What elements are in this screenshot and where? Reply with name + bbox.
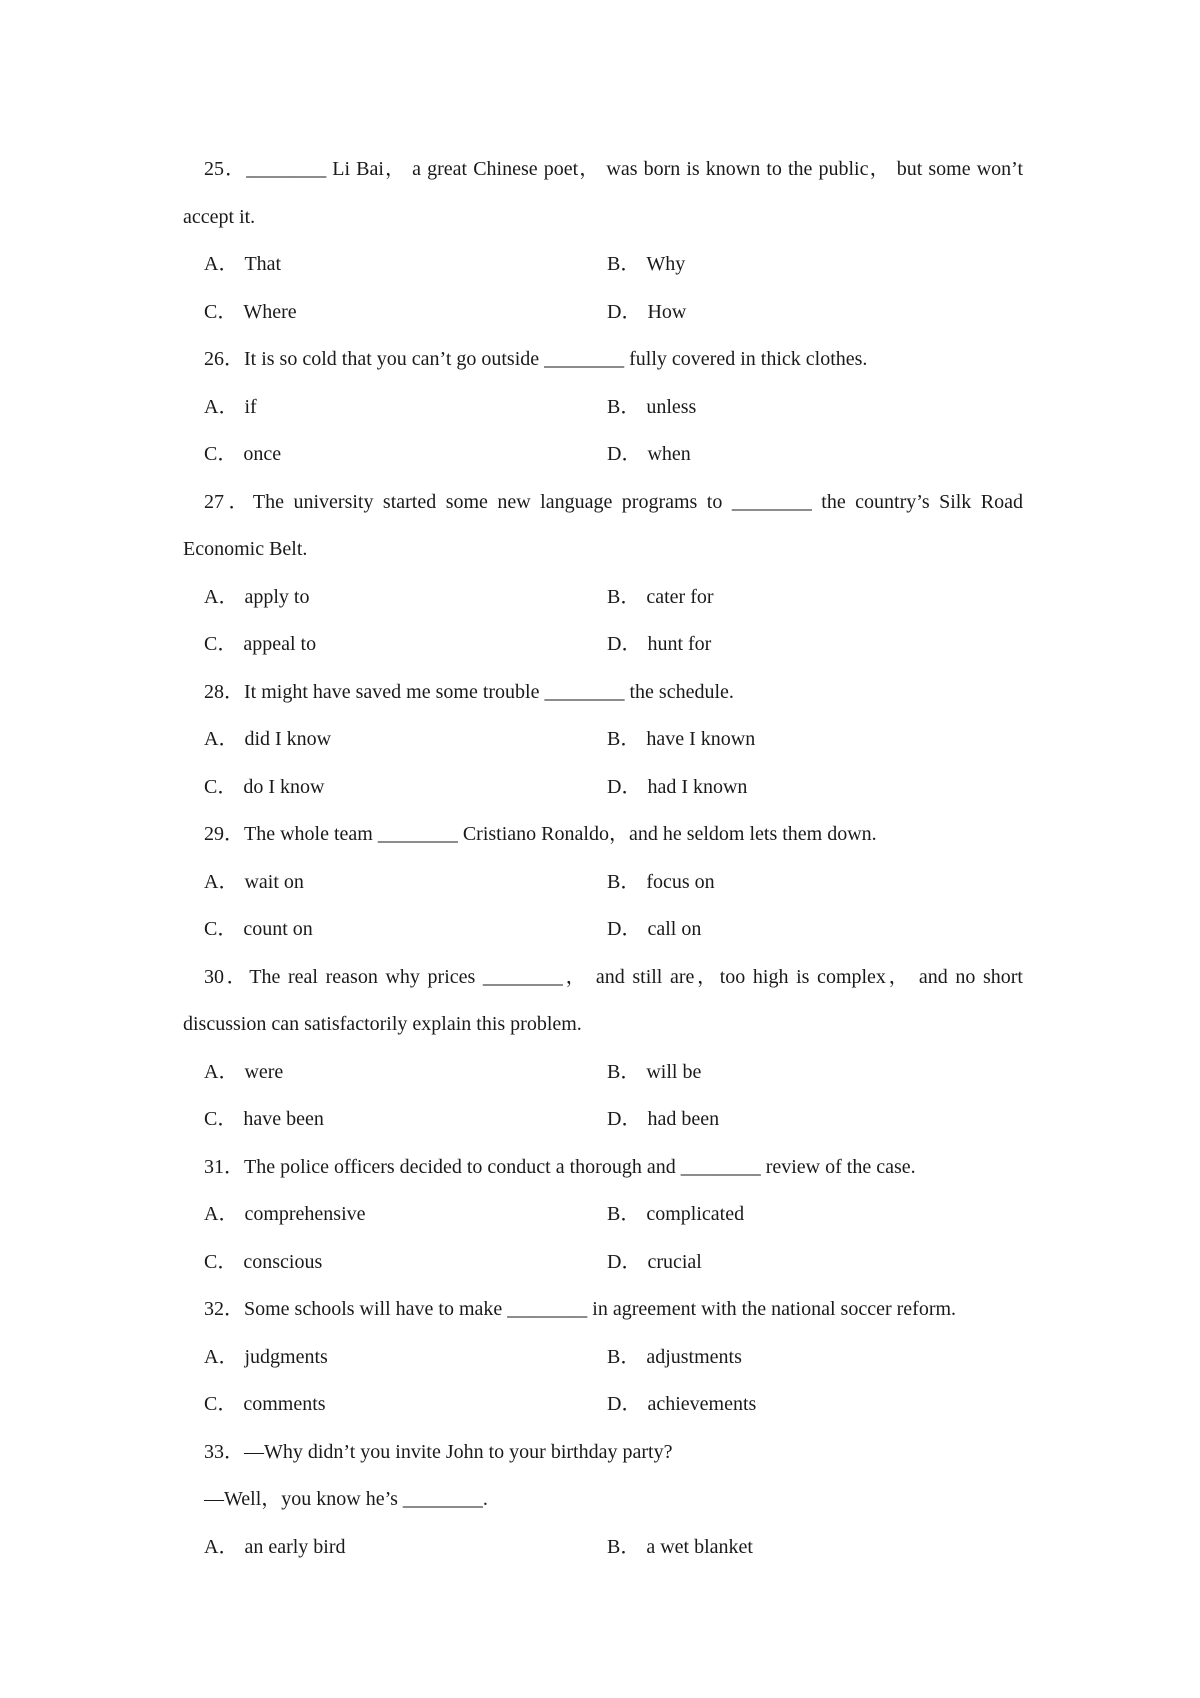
options-row	[183, 1239, 1023, 1287]
question-27	[183, 479, 1023, 574]
options-row	[183, 289, 1023, 337]
option-label: D．	[607, 1250, 642, 1273]
options-row	[183, 716, 1023, 764]
option-text: Why	[646, 253, 686, 275]
question-25	[183, 146, 1023, 241]
option-label: C．	[204, 1250, 238, 1273]
option-text: apply to	[244, 585, 310, 608]
option-b[interactable]	[607, 1524, 753, 1572]
option-c[interactable]	[204, 1381, 326, 1429]
options-row	[183, 1334, 1023, 1382]
question-number: 33．	[204, 1440, 244, 1463]
question-26	[183, 336, 1023, 384]
option-label: B．	[607, 1060, 641, 1083]
options-row	[183, 384, 1023, 432]
options-row	[183, 574, 1023, 622]
option-a[interactable]	[204, 716, 331, 764]
option-b[interactable]	[607, 716, 755, 764]
option-label: A．	[204, 253, 239, 275]
question-list	[183, 146, 1023, 1571]
option-d[interactable]	[607, 621, 711, 669]
option-label: B．	[607, 1535, 641, 1558]
options-row	[183, 906, 1023, 954]
options-row	[183, 1049, 1023, 1097]
question-30	[183, 954, 1023, 1049]
option-a[interactable]	[204, 1334, 328, 1382]
question-text: The real reason why prices ________， and still are，too high is complex， and no short discussion can satisfactorily explain this problem.	[183, 965, 1023, 1035]
option-a[interactable]	[204, 1049, 283, 1097]
option-label: B．	[607, 1203, 641, 1225]
option-label: D．	[607, 1393, 642, 1415]
option-a[interactable]	[204, 859, 304, 907]
option-label: C．	[204, 300, 238, 323]
question-text: The police officers decided to conduct a thorough and ________ review of the case.	[244, 1155, 916, 1178]
option-b[interactable]	[607, 859, 715, 907]
options-row	[183, 431, 1023, 479]
option-d[interactable]	[607, 431, 691, 479]
option-text: adjustments	[646, 1345, 742, 1368]
option-text: appeal to	[243, 633, 317, 655]
option-text: achievements	[647, 1393, 757, 1415]
option-label: A．	[204, 395, 239, 418]
option-c[interactable]	[204, 289, 297, 337]
question-31	[183, 1144, 1023, 1192]
options-row	[183, 621, 1023, 669]
question-text: The whole team ________ Cristiano Ronaldo，and he seldom lets them down.	[244, 823, 877, 845]
option-a[interactable]	[204, 1191, 366, 1239]
option-text: will be	[646, 1060, 702, 1083]
question-number: 25．	[204, 158, 247, 180]
option-label: A．	[204, 1203, 239, 1225]
option-d[interactable]	[607, 1381, 756, 1429]
option-d[interactable]	[607, 1239, 702, 1287]
option-a[interactable]	[204, 384, 257, 432]
option-text: conscious	[243, 1250, 323, 1273]
question-number: 28．	[204, 680, 244, 703]
options-row	[183, 764, 1023, 812]
option-label: D．	[607, 918, 642, 940]
option-text: unless	[646, 395, 697, 418]
option-c[interactable]	[204, 764, 324, 812]
option-b[interactable]	[607, 241, 685, 289]
option-label: A．	[204, 1535, 239, 1558]
option-text: count on	[243, 918, 313, 940]
options-row	[183, 241, 1023, 289]
question-number: 31．	[204, 1155, 244, 1178]
option-label: B．	[607, 585, 641, 608]
option-d[interactable]	[607, 906, 701, 954]
option-label: A．	[204, 728, 239, 750]
option-c[interactable]	[204, 1096, 324, 1144]
option-b[interactable]	[607, 1191, 744, 1239]
option-label: B．	[607, 728, 641, 750]
option-label: D．	[607, 443, 642, 465]
option-text: when	[647, 443, 691, 465]
options-row	[183, 1381, 1023, 1429]
option-label: D．	[607, 633, 642, 655]
option-text: call on	[647, 918, 702, 940]
option-text: complicated	[646, 1203, 745, 1225]
option-text: had been	[647, 1108, 720, 1130]
option-text: comprehensive	[244, 1203, 366, 1225]
option-label: C．	[204, 775, 238, 798]
option-text: once	[243, 443, 282, 465]
option-d[interactable]	[607, 289, 686, 337]
option-text: if	[244, 395, 257, 418]
option-a[interactable]	[204, 241, 281, 289]
option-label: C．	[204, 1393, 238, 1415]
question-number: 32．	[204, 1298, 244, 1320]
option-b[interactable]	[607, 574, 714, 622]
option-text: judgments	[244, 1345, 328, 1368]
option-b[interactable]	[607, 1334, 742, 1382]
option-label: C．	[204, 918, 238, 940]
option-b[interactable]	[607, 1049, 701, 1097]
option-text: do I know	[243, 775, 325, 798]
option-label: A．	[204, 870, 239, 893]
question-number: 29．	[204, 823, 244, 845]
option-text: comments	[243, 1393, 326, 1415]
option-label: A．	[204, 585, 239, 608]
dialogue-reply: —Well，you know he’s ________.	[204, 1488, 488, 1510]
option-d[interactable]	[607, 764, 747, 812]
question-text: ________ Li Bai， a great Chinese poet， was born is known to the public， but some won’t accept it.	[183, 158, 1023, 228]
question-number: 30．	[204, 965, 250, 988]
option-c[interactable]	[204, 621, 316, 669]
question-33-reply	[183, 1476, 1023, 1524]
option-text: That	[244, 253, 282, 275]
option-text: Where	[243, 300, 297, 323]
option-text: cater for	[646, 585, 714, 608]
option-text: wait on	[244, 870, 304, 893]
options-row	[183, 859, 1023, 907]
question-33	[183, 1429, 1023, 1477]
option-text: a wet blanket	[646, 1535, 753, 1558]
question-number: 26．	[204, 348, 244, 370]
option-label: D．	[607, 775, 642, 798]
option-label: C．	[204, 443, 238, 465]
question-28	[183, 669, 1023, 717]
options-row	[183, 1191, 1023, 1239]
question-text: It might have saved me some trouble ________ the schedule.	[244, 680, 734, 703]
question-text: The university started some new language programs to ________ the country’s Silk Road Economic Belt.	[183, 490, 1023, 560]
option-text: did I know	[244, 728, 332, 750]
option-d[interactable]	[607, 1096, 719, 1144]
option-text: had I known	[647, 775, 748, 798]
option-text: crucial	[647, 1250, 702, 1273]
question-number: 27．	[204, 490, 253, 513]
option-label: B．	[607, 870, 641, 893]
option-label: C．	[204, 633, 238, 655]
option-a[interactable]	[204, 1524, 346, 1572]
option-a[interactable]	[204, 574, 309, 622]
option-text: How	[647, 300, 687, 323]
options-row	[183, 1524, 1023, 1572]
option-label: D．	[607, 1108, 642, 1130]
option-text: have I known	[646, 728, 756, 750]
option-label: B．	[607, 1345, 641, 1368]
option-text: an early bird	[244, 1535, 346, 1558]
option-c[interactable]	[204, 906, 313, 954]
option-text: hunt for	[647, 633, 712, 655]
question-29	[183, 811, 1023, 859]
option-text: were	[244, 1060, 284, 1083]
option-c[interactable]	[204, 431, 281, 479]
option-label: D．	[607, 300, 642, 323]
options-row	[183, 1096, 1023, 1144]
option-label: A．	[204, 1345, 239, 1368]
option-text: have been	[243, 1108, 324, 1130]
question-32	[183, 1286, 1023, 1334]
option-label: C．	[204, 1108, 238, 1130]
option-label: B．	[607, 253, 641, 275]
question-text: It is so cold that you can’t go outside ________ fully covered in thick clothes.	[244, 348, 868, 370]
option-label: A．	[204, 1060, 239, 1083]
option-text: focus on	[646, 870, 715, 893]
option-b[interactable]	[607, 384, 696, 432]
question-text: —Why didn’t you invite John to your birthday party?	[244, 1440, 673, 1463]
option-c[interactable]	[204, 1239, 322, 1287]
question-text: Some schools will have to make ________ in agreement with the national soccer reform.	[244, 1298, 957, 1320]
option-label: B．	[607, 395, 641, 418]
